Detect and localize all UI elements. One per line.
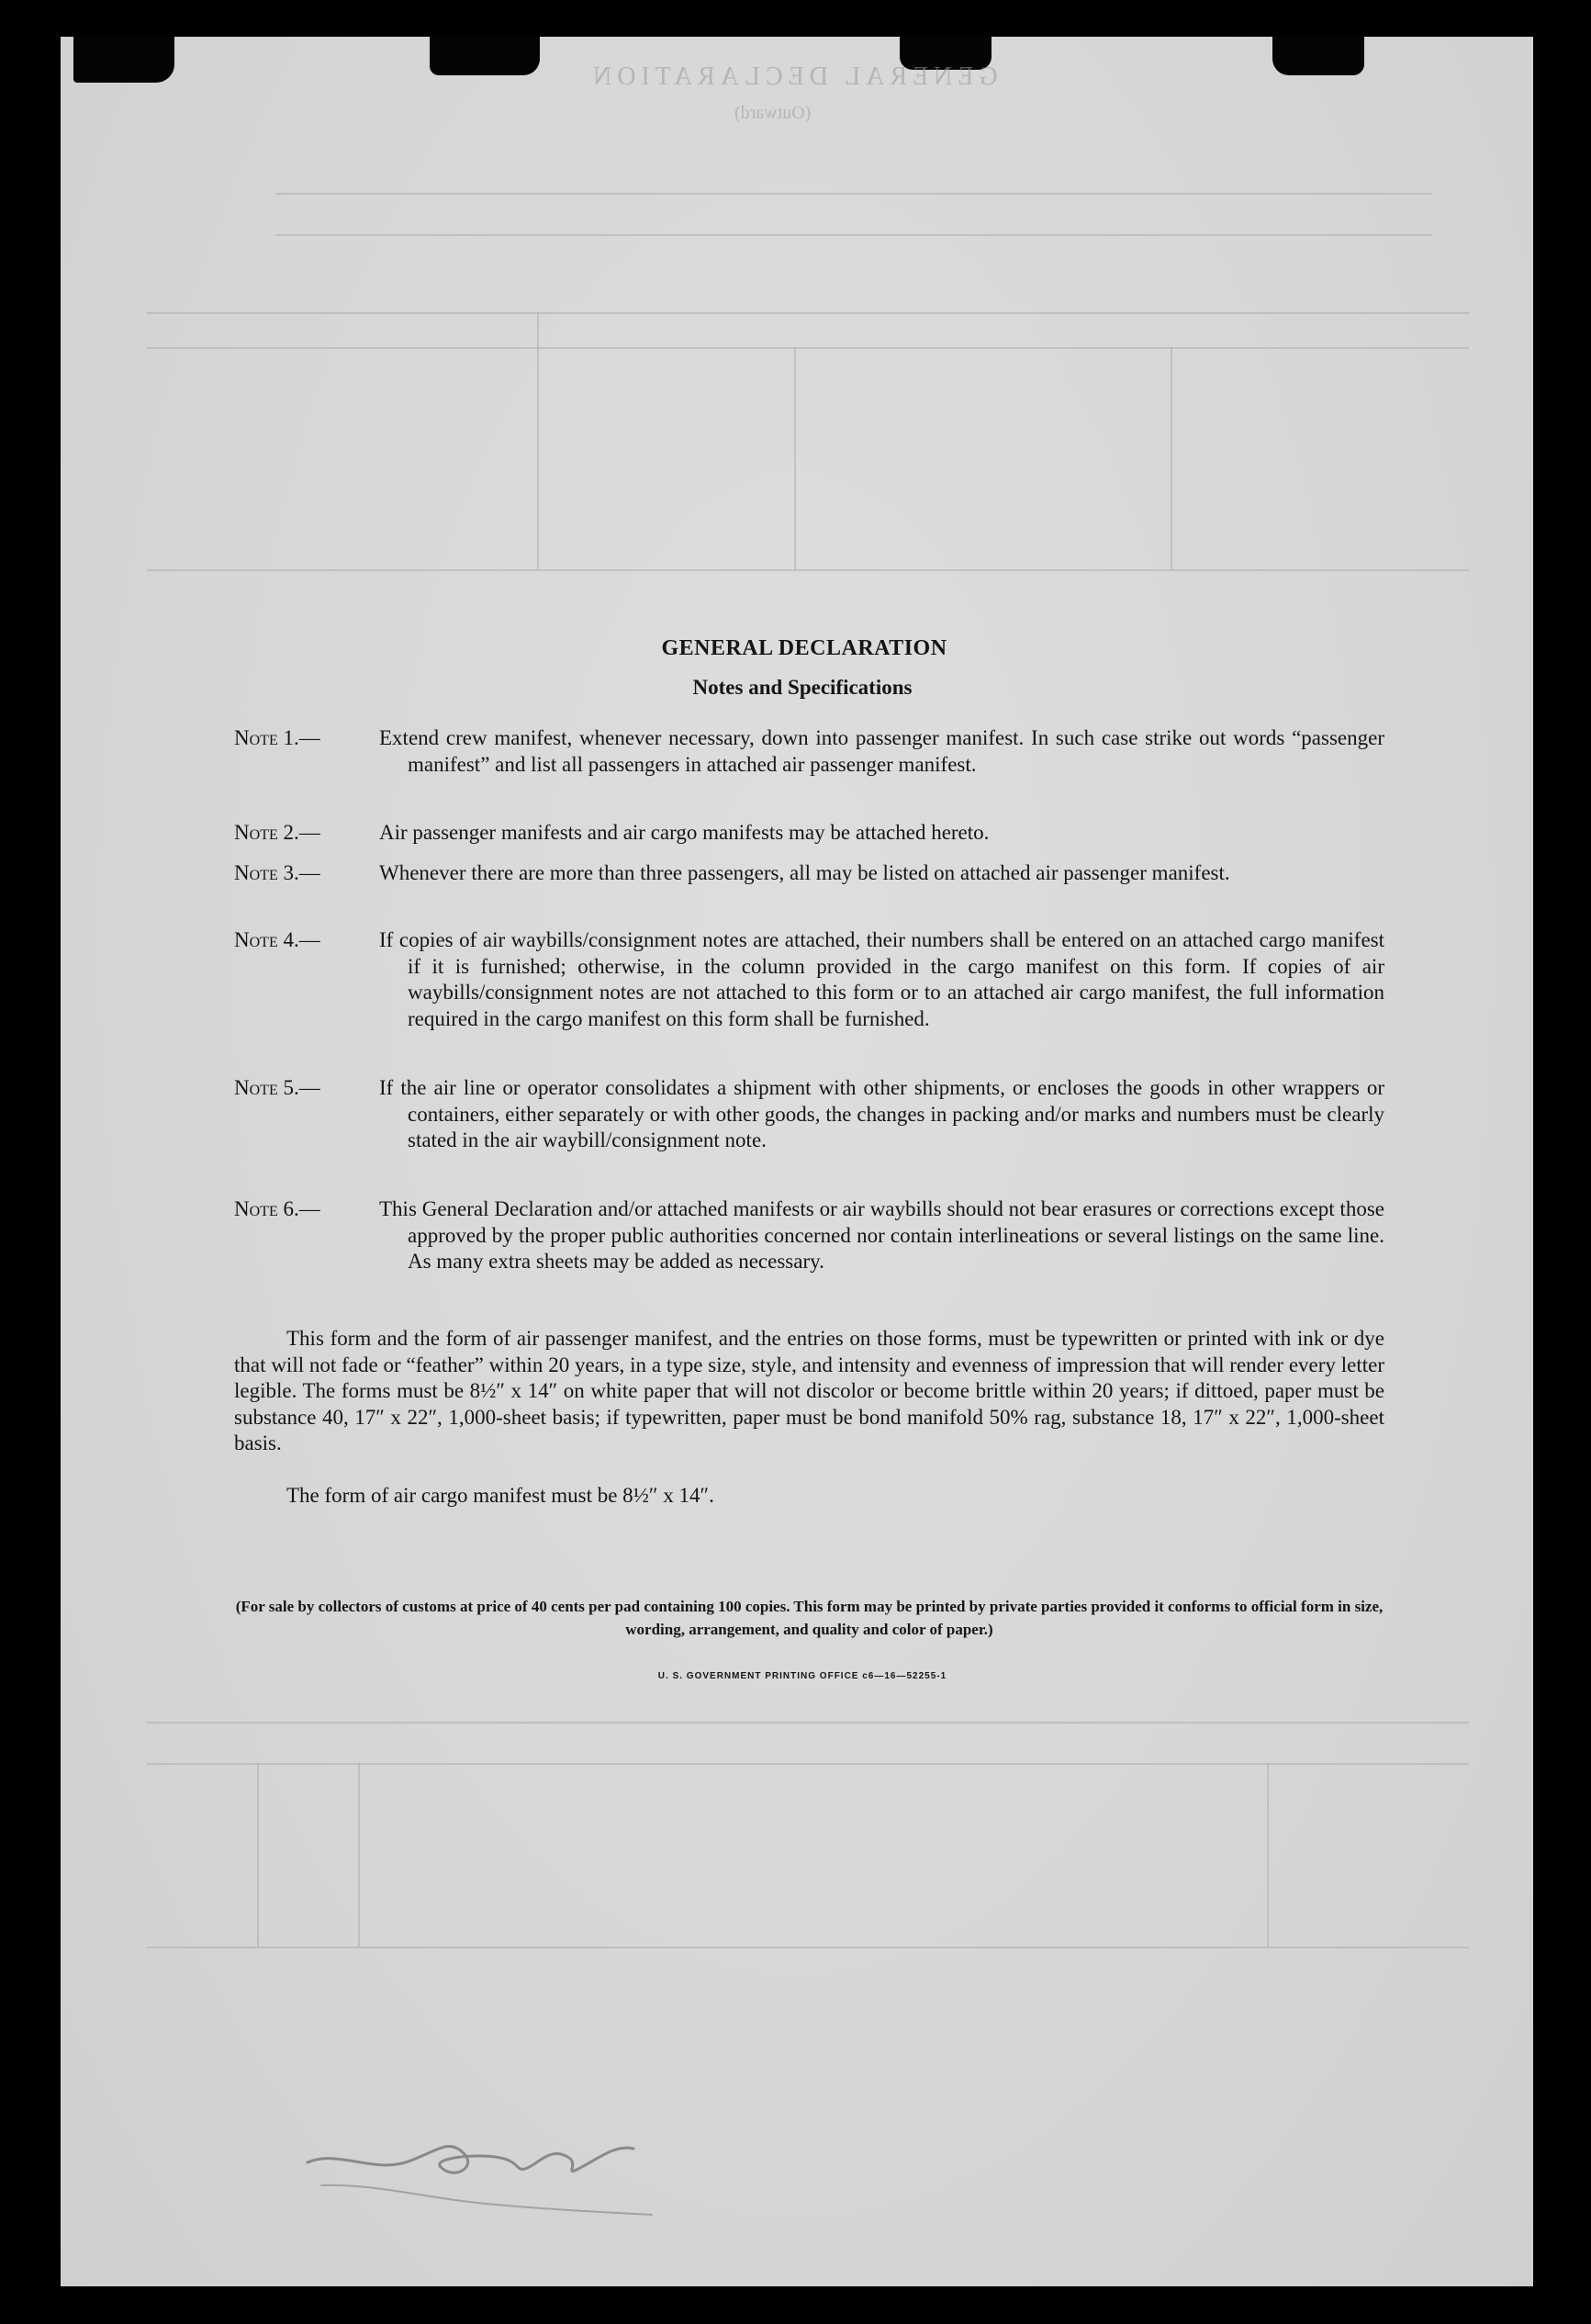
note-5 <box>234 1075 1384 1154</box>
note-text: This General Declaration and/or attached manifests or air waybills should not bear erasures or corrections except those approved by the proper public authorities concerned nor contain interlineations or several listings on the same line. As many extra sheets may be added as necessary. <box>379 1197 1384 1273</box>
sale-notice: (For sale by collectors of customs at price of 40 cents per pad containing 100 copies. This form may be printed by private parties provided it conforms to official form in size, wording, arrangement, and quality and color of paper.) <box>235 1598 1384 1638</box>
note-1 <box>234 725 1384 778</box>
note-text: Whenever there are more than three passengers, all may be listed on attached air passenger manifest. <box>379 861 1230 884</box>
note-label: Note 2.— <box>234 821 320 844</box>
specification-paragraph: This form and the form of air passenger manifest, and the entries on those forms, must be typewritten or printed with ink or dye that will not fade or “feather” within 20 years, in a type size, style, and intensity and evenness of impression that will render every letter legible. The forms must be 8½″ x 14″ on white paper that will not discolor or become brittle within 20 years; if dittoed, paper must be substance 40, 17″ x 22″, 1,000-sheet basis; if typewritten, paper must be bond manifold 50% rag, substance 18, 17″ x 22″, 1,000-sheet basis. <box>234 1327 1384 1454</box>
note-text: Extend crew manifest, whenever necessary, down into passenger manifest. In such case strike out words “passenger manifest” and list all passengers in attached air passenger manifest. <box>379 726 1384 776</box>
signature-mark <box>303 2112 689 2222</box>
note-3 <box>234 860 1384 887</box>
printer-imprint: U. S. GOVERNMENT PRINTING OFFICE c6—16—52255-1 <box>657 1671 947 1681</box>
note-label: Note 5.— <box>234 1076 320 1099</box>
note-6 <box>234 1196 1384 1275</box>
note-text: If the air line or operator consolidates a shipment with other shipments, or encloses the goods in other wrappers or containers, either separately or with other goods, the changes in packing and/or marks and numbers must be clearly stated in the air waybill/consignment note. <box>379 1076 1384 1151</box>
note-2 <box>234 820 1384 847</box>
document-subtitle: Notes and Specifications <box>692 676 913 699</box>
bleed-through-heading: GENERAL DECLARATION <box>588 62 998 91</box>
note-label: Note 4.— <box>234 928 320 951</box>
note-4 <box>234 927 1384 1032</box>
document-title: GENERAL DECLARATION <box>661 636 947 660</box>
note-label: Note 1.— <box>234 726 320 749</box>
note-label: Note 6.— <box>234 1197 320 1220</box>
note-text: Air passenger manifests and air cargo manifests may be attached hereto. <box>379 821 990 844</box>
bleed-through-subheading: (Outward) <box>734 103 812 123</box>
note-text: If copies of air waybills/consignment notes are attached, their numbers shall be entered on an attached cargo manifest if it is furnished; otherwise, in the column provided in the cargo manifest on this form. If copies of air waybills/consignment notes are not attached to this form or to an attached air cargo manifest, the full information required in the cargo manifest on this form shall be furnished. <box>379 928 1384 1030</box>
cargo-manifest-size-line: The form of air cargo manifest must be 8½″ x 14″. <box>286 1484 714 1507</box>
note-label: Note 3.— <box>234 861 320 884</box>
